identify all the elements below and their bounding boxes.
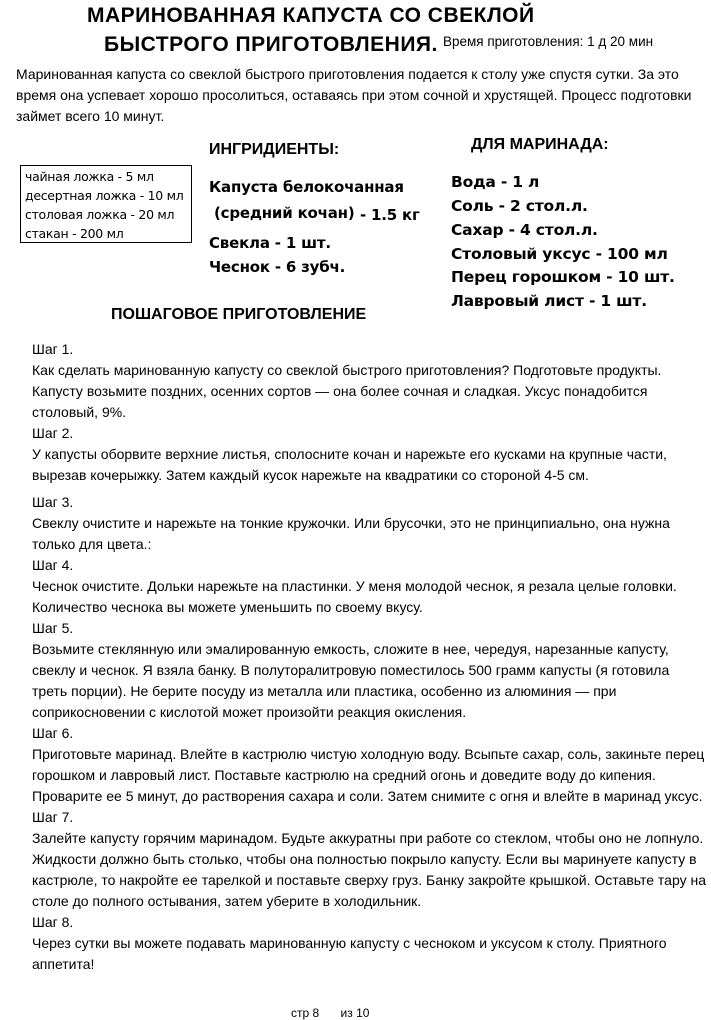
page-footer: [291, 1006, 369, 1020]
step: [32, 618, 707, 723]
step-title: Шаг 4.: [32, 557, 74, 573]
page-number: стр 8: [291, 1006, 320, 1020]
step-text: Приготовьте маринад. Влейте в кастрюлю чистую холодную воду. Всыпьте сахар, соль, закиньте перец горошком и лавровый лист. Поставьте кастрюлю на средний огонь и доведите воду до кипения. Проварите ее 5 минут, до растворения сахара и соли. Затем снимите с огня и влейте в маринад уксус.: [32, 746, 705, 804]
step-title: Шаг 3.: [32, 494, 74, 510]
step-title: Шаг 6.: [32, 725, 74, 741]
cook-time: Время приготовления: 1 д 20 мин: [443, 34, 654, 49]
marinade-item: Вода - 1 л: [451, 173, 540, 191]
step-title: Шаг 5.: [32, 620, 74, 636]
step-text: Чеснок очистите. Дольки нарежьте на пластинки. У меня молодой чеснок, я резала целые головки. Количество чеснока вы можете уменьшить по своему вкусу.: [32, 578, 677, 615]
step: [32, 555, 707, 618]
step-text: Через сутки вы можете подавать маринованную капусту с чесноком и уксусом к столу. Приятного аппетита!: [32, 935, 667, 972]
measure-item: десертная ложка - 10 мл: [25, 188, 184, 203]
marinade-item: Столовый уксус - 100 мл: [451, 245, 668, 263]
page-total: из 10: [340, 1006, 370, 1020]
marinade-item: Соль - 2 стол.л.: [451, 197, 588, 215]
measure-item: чайная ложка - 5 мл: [25, 169, 154, 184]
step-text: Свеклу очистите и нарежьте на тонкие кружочки. Или брусочки, это не принципиально, она нужна только для цвета.:: [32, 515, 670, 552]
step-text: Возьмите стеклянную или эмалированную емкость, сложите в нее, чередуя, нарезанные капусту, свеклу и чеснок. Я взяла банку. В полуторалитровую поместилось 500 грамм капусты (я готовила треть порции). Не берите посуду из металла или пластика, особенно из алюминия — при соприкосновении с кислотой может произойти реакция окисления.: [32, 641, 670, 720]
intro-paragraph: Маринованная капуста со свеклой быстрого приготовления подается к столу уже спустя сутки. За это время она успевает хорошо просолиться, оставаясь при этом сочной и хрустящей. Процесс подготовки займет всего 10 минут.: [16, 66, 692, 124]
ingredients-heading: ИНГРИДИЕНТЫ:: [209, 141, 340, 158]
step-title: Шаг 1.: [32, 341, 74, 357]
step: [32, 492, 707, 555]
marinade-item: Сахар - 4 стол.л.: [451, 221, 598, 239]
step-text: Как сделать маринованную капусту со свеклой быстрого приготовления? Подготовьте продукты. Капусту возьмите поздних, осенних сортов — она более сочная и сладкая. Уксус понадобится столовый, 9%.: [32, 362, 662, 420]
measure-item: стакан - 200 мл: [25, 226, 124, 241]
steps-heading: ПОШАГОВОЕ ПРИГОТОВЛЕНИЕ: [111, 306, 367, 323]
ingredient-cabbage-note: (средний кочан): [214, 204, 355, 222]
step: [32, 807, 707, 912]
step: [32, 339, 707, 423]
marinade-heading: ДЛЯ МАРИНАДА:: [471, 136, 609, 153]
measures-box: [20, 165, 192, 243]
ingredient-garlic: Чеснок - 6 зубч.: [209, 258, 346, 276]
measure-item: столовая ложка - 20 мл: [25, 207, 175, 222]
step: [32, 723, 707, 807]
ingredient-cabbage-quantity: - 1.5 кг: [360, 206, 420, 224]
step-text: Залейте капусту горячим маринадом. Будьте аккуратны при работе со стеклом, чтобы оно не лопнуло. Жидкости должно быть столько, чтобы она полностью покрыло капусту. Если вы маринуете капусту в кастрюле, то накройте ее тарелкой и поставьте сверху груз. Банку закройте крышкой. Оставьте тару на столе до полного остывания, затем уберите в холодильник.: [32, 830, 706, 909]
step-title: Шаг 2.: [32, 425, 74, 441]
step: [32, 423, 707, 486]
marinade-item: Перец горошком - 10 шт.: [451, 268, 675, 286]
ingredient-beet: Свекла - 1 шт.: [209, 234, 331, 252]
page-title-line-2: БЫСТРОГО ПРИГОТОВЛЕНИЯ.: [104, 33, 438, 56]
step-title: Шаг 8.: [32, 914, 74, 930]
step-text: У капусты оборвите верхние листья, сполосните кочан и нарежьте его кусками на крупные части, вырезав кочерыжку. Затем каждый кусок нарежьте на квадратики со стороной 4-5 см.: [32, 446, 667, 483]
step: [32, 912, 707, 975]
steps-list: [32, 339, 707, 975]
step-title: Шаг 7.: [32, 809, 74, 825]
page-title-line-1: МАРИНОВАННАЯ КАПУСТА СО СВЕКЛОЙ: [87, 4, 535, 27]
ingredient-cabbage: Капуста белокочанная: [209, 178, 404, 196]
marinade-item: Лавровый лист - 1 шт.: [451, 292, 647, 310]
